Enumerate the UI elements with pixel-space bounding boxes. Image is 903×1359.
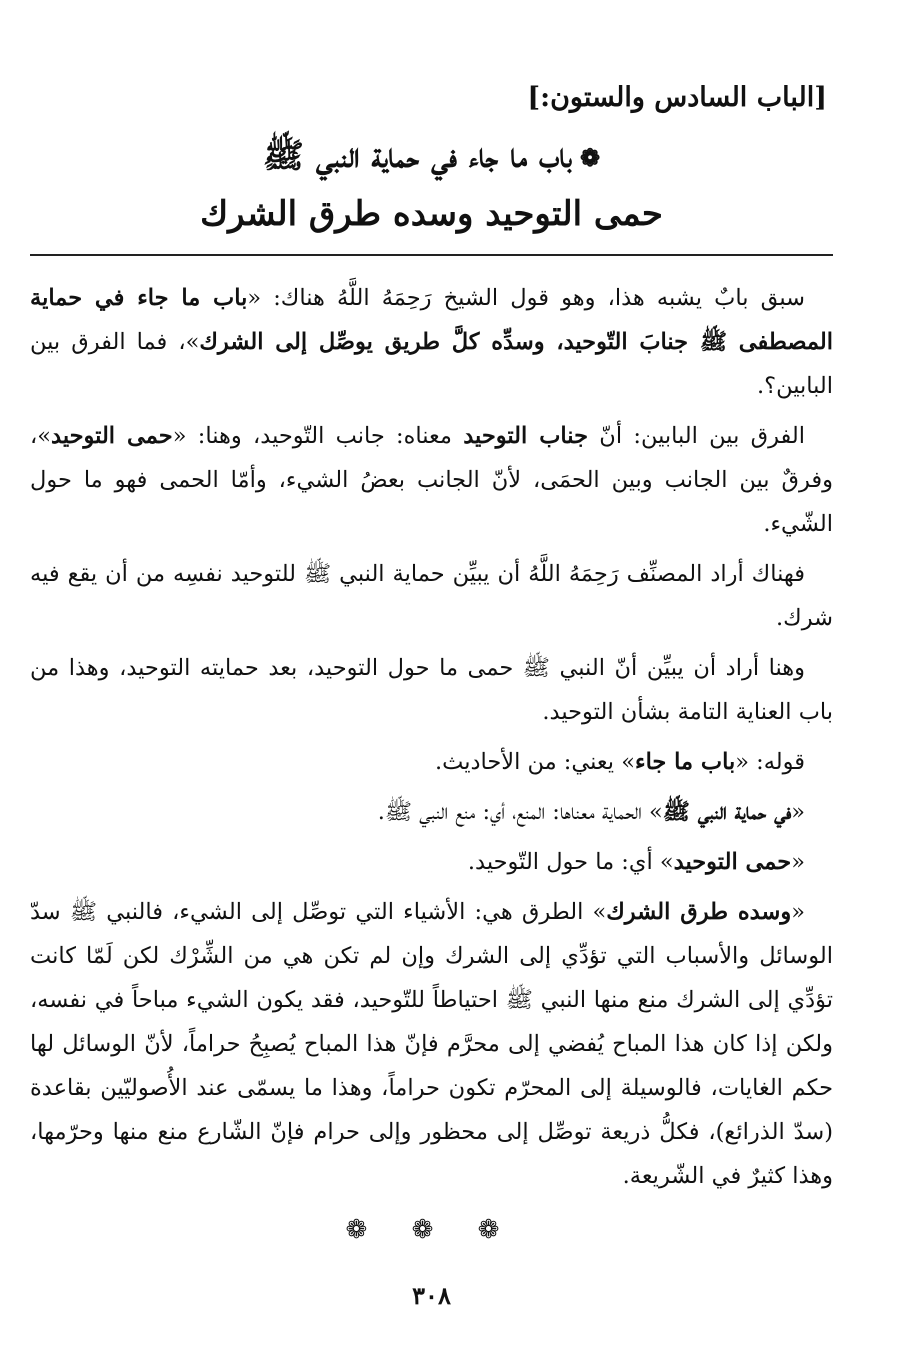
paragraph-8-text-a: « [791, 899, 805, 925]
section-separator: ❁ ❁ ❁ [345, 1215, 518, 1245]
paragraph-5 [30, 740, 833, 784]
paragraph-2 [30, 414, 833, 546]
paragraph-6 [30, 790, 833, 834]
paragraph-7-text-c: » أي: ما حول التّوحيد. [467, 849, 674, 875]
paragraph-1-quote: باب ما جاء في حماية المصطفى ﷺ جنابَ التّوحيد، وسدِّه كلَّ طريق يوصِّل إلى الشرك [30, 285, 833, 355]
paragraph-4: وهنا أراد أن يبيِّن أنّ النبي ﷺ حمى ما حول التوحيد، بعد حمايته التوحيد، وهذا من باب العناية التامة بشأن التوحيد. [30, 655, 833, 725]
flower-ornament-icon: ❁ [579, 143, 601, 172]
page-number: ٣٠٨ [412, 1281, 451, 1310]
paragraph-7-text-a: « [791, 849, 805, 875]
paragraph-7 [30, 840, 833, 884]
paragraph-3: فهناك أراد المصنِّف رَحِمَهُ اللَّهُ أن يبيِّن حماية النبي ﷺ للتوحيد نفسِه من أن يقع فيه شرك. [30, 561, 833, 631]
paragraph-8 [30, 890, 833, 1198]
paragraph-2-term-1: جناب التوحيد [463, 423, 588, 449]
paragraph-1-text-a: سبق بابٌ يشبه هذا، وهو قول الشيخ رَحِمَهُ اللَّهُ هناك: « [247, 285, 805, 311]
paragraph-1-text-c: »، فما الفرق بين البابين؟. [30, 329, 833, 399]
paragraph-2-text-c: معناه: جانب التّوحيد، وهنا: « [172, 423, 464, 449]
paragraph-6-text-a: « [791, 799, 805, 825]
paragraph-6-quote: في حماية النبي ﷺ [662, 799, 792, 825]
chapter-number: [الباب السادس والستون:] [527, 82, 827, 113]
title-divider [30, 254, 833, 256]
paragraph-5-quote: باب ما جاء [634, 749, 736, 775]
paragraph-8-text-c: » الطرق هي: الأشياء التي توصِّل إلى الشيء، فالنبي ﷺ سدّ الوسائل والأسباب التي تؤدِّي إلى الشرك وإن لم تكن هي من الشِّرْك لكن لَمّا كانت تؤدِّي إلى الشرك منع منها النبي ﷺ احتياطاً للتّوحيد، فقد يكون الشيء مباحاً في نفسه، ولكن إذا كان هذا المباح يُفضي إلى محرَّم فإنّ هذا المباح يُصبِحُ حراماً، لأنّ الوسائل لها حكم الغايات، فالوسيلة إلى المحرّم تكون حراماً، وهذا ما يسمّى عند الأُصوليّين بقاعدة (سدّ الذرائع)، فكلُّ ذريعة توصِّل إلى محظور وإلى حرام فإنّ الشّارع منع منها وحرّمها، وهذا كثيرٌ في الشّريعة. [30, 899, 833, 1189]
chapter-title-line-1 [30, 128, 833, 186]
paragraph-2-term-2: حمى التوحيد [51, 423, 173, 449]
paragraph-8-quote: وسده طرق الشرك [606, 899, 792, 925]
chapter-title-line-1-text: باب ما جاء في حماية النبي ﷺ [262, 136, 572, 176]
book-page [30, 78, 833, 1359]
paragraph-1 [30, 276, 833, 408]
chapter-title [30, 128, 833, 242]
chapter-title-line-2: حمى التوحيد وسده طرق الشرك [200, 194, 663, 234]
paragraph-7-quote: حمى التوحيد [673, 849, 792, 875]
paragraph-5-text-c: » يعني: من الأحاديث. [434, 749, 635, 775]
paragraph-6-text-c: » الحماية معناها: المنع، أي: منع النبي ﷺ. [377, 799, 663, 825]
paragraph-2-text-e: »، وفرقٌ بين الجانب وبين الحمَى، لأنّ الجانب بعضُ الشيء، وأمّا الحمى فهو ما حول الشّيء. [30, 423, 833, 537]
paragraph-2-text-a: الفرق بين البابين: أنّ [588, 423, 805, 449]
paragraph-5-text-a: قوله: « [735, 749, 805, 775]
